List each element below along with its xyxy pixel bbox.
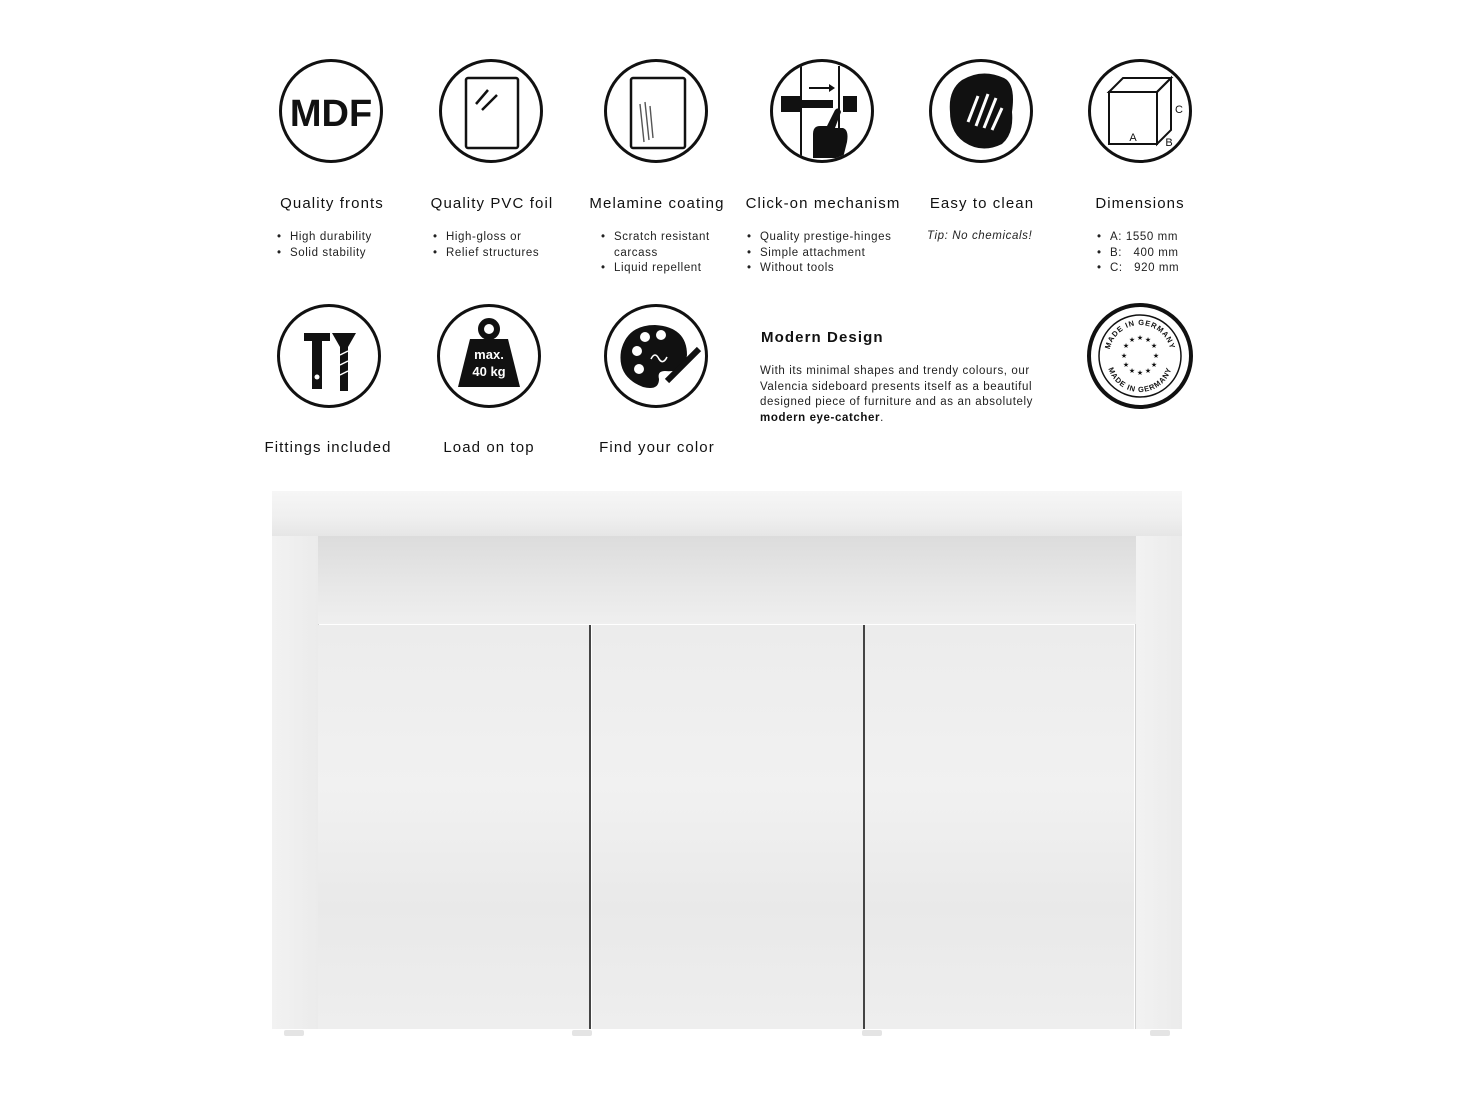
bullet-item: • Relief structures — [433, 246, 539, 262]
svg-text:B: B — [1165, 137, 1173, 149]
sideboard-right-panel — [1135, 536, 1182, 1029]
sideboard-top — [272, 491, 1182, 537]
svg-text:★: ★ — [1136, 334, 1144, 342]
sideboard-door-left — [318, 625, 591, 1029]
feature-bullets — [747, 230, 891, 277]
svg-text:★: ★ — [1136, 369, 1144, 377]
feature-title: Melamine coating — [589, 195, 725, 212]
sideboard-left-panel — [272, 536, 319, 1029]
mdf-icon-text: MDF — [289, 93, 373, 135]
svg-text:★: ★ — [1128, 336, 1136, 344]
svg-text:★: ★ — [1144, 336, 1152, 344]
hinge-icon — [770, 59, 874, 163]
feature-bullets — [1097, 230, 1179, 277]
svg-text:★: ★ — [1150, 342, 1158, 350]
modern-design-title: Modern Design — [761, 329, 884, 346]
bullet-item: • C: 920 mm — [1097, 261, 1179, 277]
sideboard-foot — [1150, 1030, 1170, 1036]
modern-design-text — [760, 364, 1060, 426]
made-in-germany-seal-icon — [1087, 303, 1193, 409]
feature-bullets — [433, 230, 539, 261]
svg-text:★: ★ — [1128, 367, 1136, 375]
feature-title: Find your color — [599, 439, 715, 456]
feature-title: Quality fronts — [280, 195, 384, 212]
tip-text: Tip: No chemicals! — [927, 230, 1033, 242]
sideboard-foot — [284, 1030, 304, 1036]
sideboard-foot — [572, 1030, 592, 1036]
svg-text:★: ★ — [1120, 352, 1128, 360]
weight-icon — [437, 304, 541, 408]
bullet-item: • A: 1550 mm — [1097, 230, 1179, 246]
feature-title: Easy to clean — [929, 195, 1035, 212]
bullet-item: • Solid stability — [277, 246, 372, 262]
bullet-item: • Liquid repellent — [601, 261, 710, 277]
feature-bullets — [277, 230, 372, 261]
feature-title: Dimensions — [1095, 195, 1185, 212]
feature-title: Fittings included — [264, 439, 392, 456]
mdf-icon — [279, 59, 383, 163]
sideboard-door-right — [865, 625, 1134, 1029]
feature-title: Quality PVC foil — [430, 195, 554, 212]
modern-design-period: . — [880, 411, 884, 424]
bullet-item: • Simple attachment — [747, 246, 891, 262]
svg-text:★: ★ — [1144, 367, 1152, 375]
bullet-item: • High durability — [277, 230, 372, 246]
svg-text:40 kg: 40 kg — [472, 364, 506, 379]
bullet-item: • High-gloss or — [433, 230, 539, 246]
svg-text:★: ★ — [1122, 342, 1130, 350]
svg-text:C: C — [1175, 104, 1183, 116]
feature-title: Click-on mechanism — [745, 195, 901, 212]
cube-dimensions-icon — [1088, 59, 1192, 163]
sideboard-image — [272, 491, 1182, 1036]
svg-text:★: ★ — [1152, 352, 1160, 360]
svg-text:★: ★ — [1150, 361, 1158, 369]
bullet-item: • B: 400 mm — [1097, 246, 1179, 262]
feature-bullets — [601, 230, 710, 277]
bullet-item: • Scratch resistant — [601, 230, 710, 246]
sideboard-door-middle — [592, 625, 865, 1029]
bullet-item: • Quality prestige-hinges — [747, 230, 891, 246]
sideboard-foot — [862, 1030, 882, 1036]
fittings-icon — [277, 304, 381, 408]
svg-text:A: A — [1129, 132, 1137, 144]
modern-design-body: With its minimal shapes and trendy colours, our Valencia sideboard presents itself as a beautiful designed piece of furniture and as an absolutely — [760, 365, 1034, 408]
svg-text:MADE IN GERMANY: MADE IN GERMANY — [1102, 317, 1178, 351]
svg-text:★: ★ — [1122, 361, 1130, 369]
svg-text:max.: max. — [474, 347, 504, 362]
bullet-item: • Without tools — [747, 261, 891, 277]
cleaning-hand-icon — [929, 59, 1033, 163]
bullet-item: carcass — [614, 246, 658, 259]
feature-title: Load on top — [443, 439, 535, 456]
modern-design-emphasis: modern eye-catcher — [760, 411, 881, 424]
pvc-foil-icon — [439, 59, 543, 163]
svg-text:MADE IN GERMANY: MADE IN GERMANY — [1106, 365, 1174, 395]
palette-icon — [604, 304, 708, 408]
sideboard-open-shelf — [318, 536, 1136, 624]
melamine-icon — [604, 59, 708, 163]
